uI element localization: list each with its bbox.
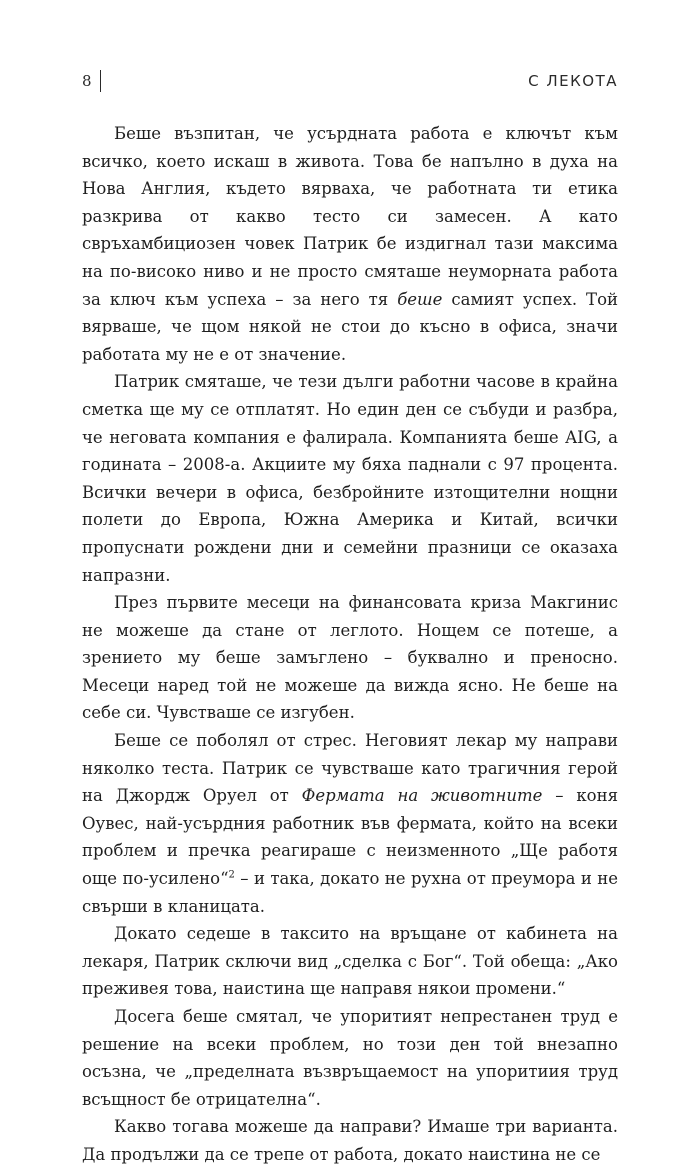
book-title: С ЛЕКОТА xyxy=(528,72,618,90)
body-text xyxy=(82,120,618,1169)
paragraph-6: Досега беше смятал, че упоритият непрестанен труд е решение на всеки проблем, но този ден той внезапно осъзна, че „пределната възвръщаемост на упоритиия труд всъщност бе отрицателна“. xyxy=(82,1007,618,1109)
running-header xyxy=(82,72,618,100)
paragraph-2: Патрик смяташе, че тези дълги работни часове в крайна сметка ще му се отплатят. Но един ден се събуди и разбра, че неговата компания е фалирала. Компанията беше AIG, а годината – 2008-а. Акциите му бяха паднали с 97 процента. Всички вечери в офиса, безбройните изтощителни нощни полети до Европа, Южна Америка и Китай, всички пропуснати рождени дни и семейни празници се оказаха напразни. xyxy=(82,372,618,585)
emphasis: беше xyxy=(397,289,443,309)
page-number: 8 xyxy=(82,72,93,90)
paragraph-1: Беше възпитан, че усърдната работа е ключът към всичко, което искаш в живота. Това бе напълно в духа на Нова Англия, където вярваха, че работната ти етика разкрива от какво тесто си замесен. А като свръхамбициозен човек Патрик бе издигнал тази максима на по-високо ниво и не просто смяташе неуморната работа за ключ към успеха – за него тя беше самият успех. Той вярваше, че щом някой не стои до късно в офиса, значи работата му не е от значение. xyxy=(82,124,618,364)
paragraph-5: Докато седеше в таксито на връщане от кабинета на лекаря, Патрик сключи вид „сделка с Бог“. Той обеща: „Ако преживея това, наистина ще направя някои промени.“ xyxy=(82,924,618,999)
paragraph-4: Беше се поболял от стрес. Неговият лекар му направи няколко теста. Патрик се чувстваше като трагичния герой на Джордж Оруел от Фермата на животните – коня Оувес, най-усърдния работник във фермата, който на всеки проблем и пречка реагираше с неизменното „Ще работя още по-усилено“$^2$ – и така, докато не рухна от преумора и не свърши в кланицата. xyxy=(82,731,618,916)
book-reference: Фермата на животните xyxy=(301,786,543,806)
header-divider xyxy=(100,70,101,92)
footnote-marker: 2 xyxy=(228,869,235,881)
paragraph-3: През първите месеци на финансовата криза Макгинис не можеше да стане от леглото. Нощем се потеше, а зрението му беше замъглено – буквално и преносно. Месеци наред той не можеше да вижда ясно. Не беше на себе си. Чувстваше се изгубен. xyxy=(82,593,618,723)
paragraph-7: Какво тогава можеше да направи? Имаше три варианта. Да продължи да се трепе от работа, докато наистина не се xyxy=(82,1117,618,1164)
